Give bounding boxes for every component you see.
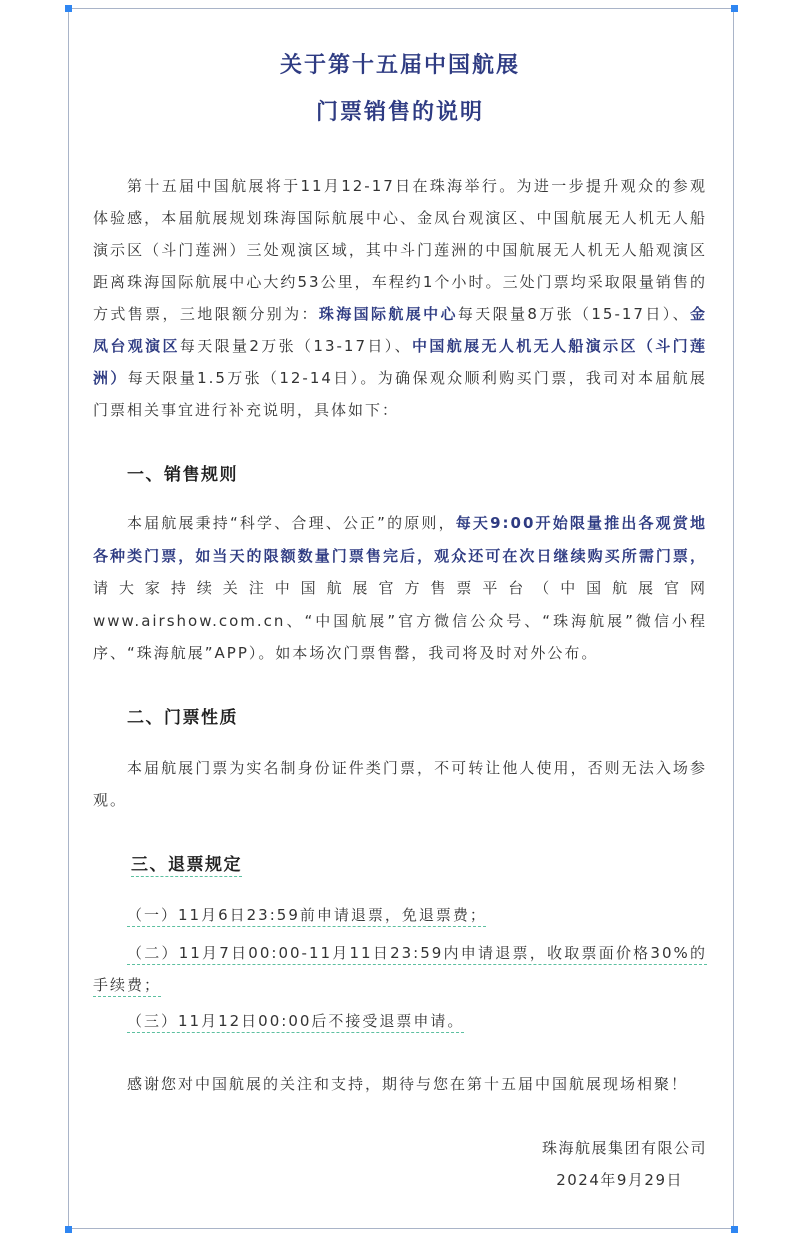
signature-company: 珠海航展集团有限公司 — [541, 1138, 707, 1157]
intro-text: 第十五届中国航展将于11月12-17日在珠海举行。为进一步提升观众的参观体验感，本届航展规划珠海国际航展中心、金凤台观演区、中国航展无人机无人船演示区（斗门莲洲）三处观演区域，其中斗门莲洲的中国航展无人机无人船观演区距离珠海国际航展中心大约53公里，车程约1个小时。三处门票均采取限量销售的方式售票，三地限额分别为： — [93, 177, 707, 323]
section-heading-refund-rules — [93, 849, 707, 881]
title-line-1: 关于第十五届中国航展 — [279, 53, 520, 78]
quota-text-3: 每天限量1.5万张（12-14日）。为确保观众顺利购买门票，我司对本届航展门票相关事宜进行补充说明，具体如下： — [93, 369, 707, 419]
refund-item-1 — [93, 899, 707, 931]
section-heading-sales-rules: 一、销售规则 — [127, 465, 238, 485]
resize-handle-bottom-left[interactable] — [65, 1226, 72, 1233]
refund-item-2 — [93, 937, 707, 1001]
refund-item-3 — [93, 1005, 707, 1037]
resize-handle-top-left[interactable] — [65, 5, 72, 12]
closing-paragraph: 感谢您对中国航展的关注和支持，期待与您在第十五届中国航展现场相聚！ — [127, 1074, 689, 1093]
sales-rules-paragraph — [93, 507, 707, 670]
document-title — [93, 42, 707, 136]
venue-highlight-1: 珠海国际航展中心 — [318, 305, 458, 323]
document-body — [93, 0, 707, 1196]
sales-rules-text-1: 本届航展秉持“科学、合理、公正”的原则， — [127, 514, 456, 532]
resize-handle-bottom-right[interactable] — [731, 1226, 738, 1233]
venue-highlight-2: 金凤台观演区 — [93, 305, 707, 355]
refund-item-3-text: （三）11月12日00:00后不接受退票申请。 — [127, 1011, 465, 1030]
intro-paragraph — [93, 170, 707, 426]
section-heading-ticket-nature: 二、门票性质 — [127, 707, 238, 728]
resize-handle-top-right[interactable] — [731, 5, 738, 12]
venue-highlight-3: 中国航展无人机无人船演示区（斗门莲洲） — [93, 337, 707, 387]
refund-item-1-text: （一）11月6日23:59前申请退票，免退票费； — [127, 905, 487, 924]
sales-rules-text-2: 请大家持续关注中国航展官方售票平台（中国航展官网www.airshow.com.cn、“中国航展”官方微信公众号、“珠海航展”微信小程序、“珠海航展”APP）。如本场次门票售罄，我司将及时对外公布。 — [93, 579, 707, 662]
signature-date: 2024年9月29日 — [556, 1170, 683, 1189]
ticket-nature-text: 本届航展门票为实名制身份证件类门票，不可转让他人使用，否则无法入场参观。 — [93, 758, 707, 809]
sales-rules-highlight: 每天9:00开始限量推出各观赏地各种类门票，如当天的限额数量门票售完后，观众还可在次日继续购买所需门票， — [93, 514, 708, 565]
ticket-nature-paragraph — [93, 752, 707, 816]
refund-heading-text: 三、退票规定 — [131, 854, 242, 875]
refund-item-2-text: （二）11月7日00:00-11月11日23:59内申请退票，收取票面价格30%的手续费； — [93, 943, 707, 994]
quota-text-1: 每天限量8万张（15-17日）、 — [457, 305, 690, 323]
quota-text-2: 每天限量2万张（13-17日）、 — [179, 337, 412, 355]
title-line-2: 门票销售的说明 — [315, 100, 484, 125]
